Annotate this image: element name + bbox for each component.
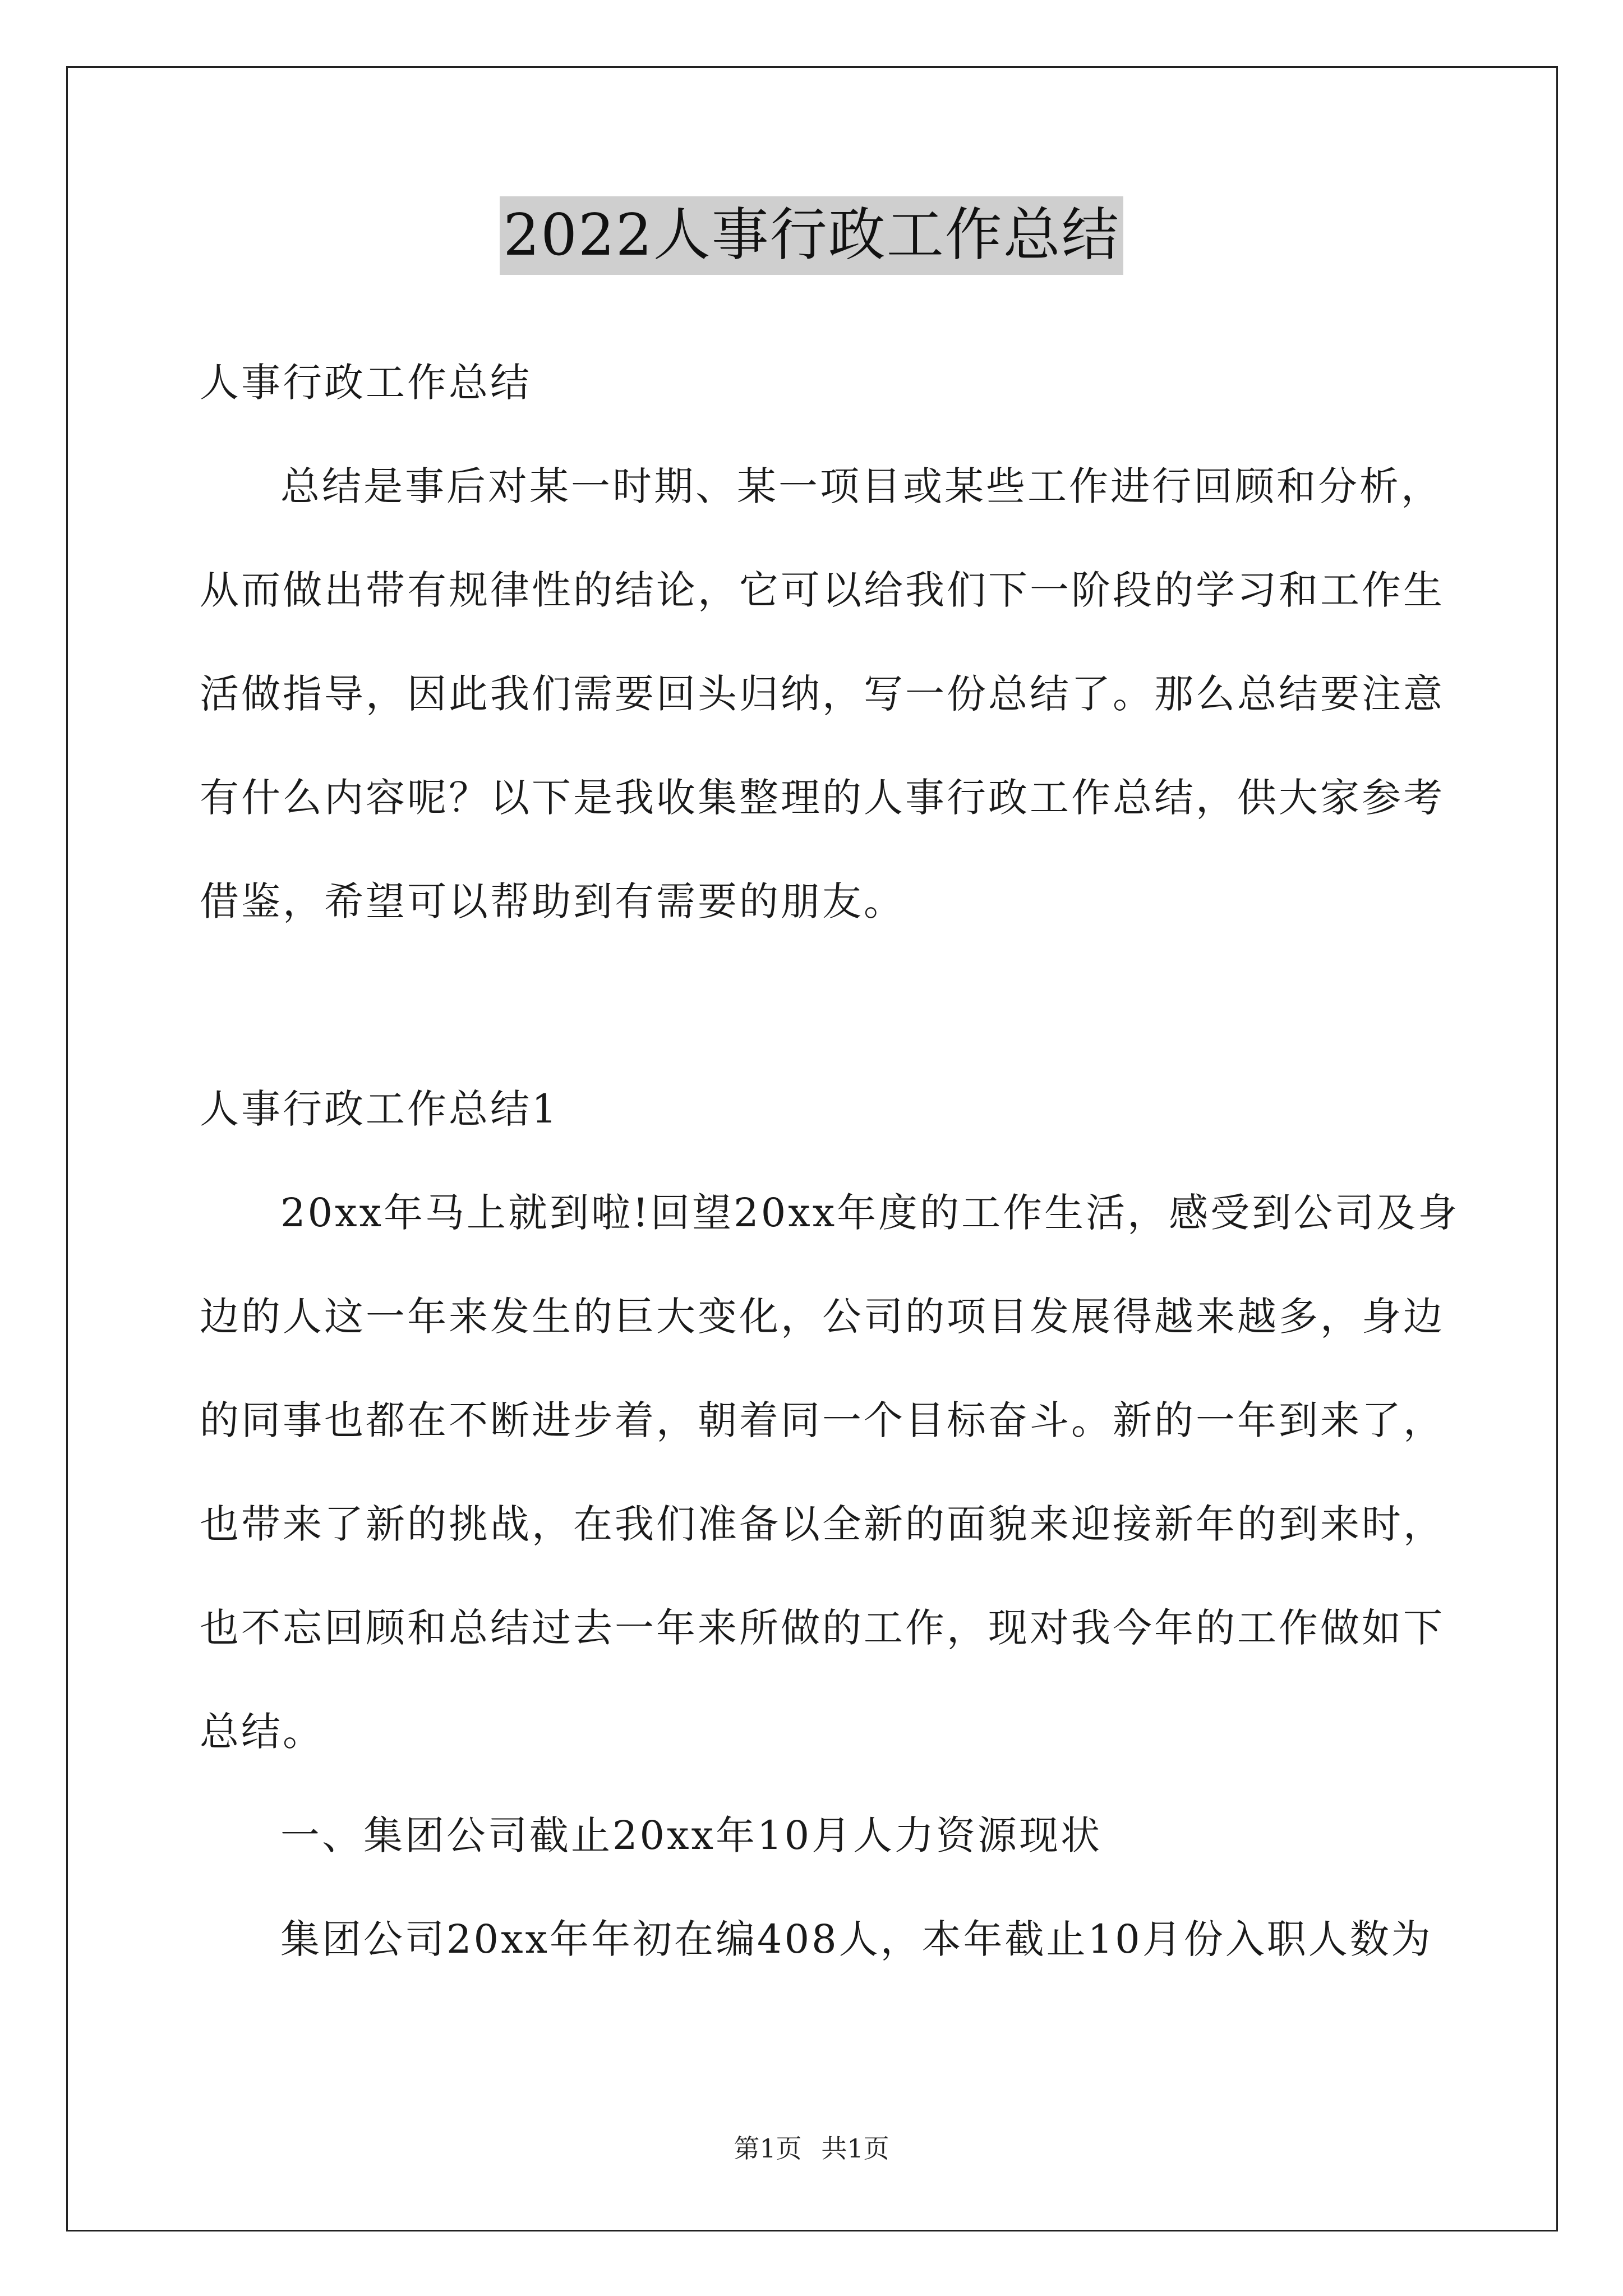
paragraph-line: 借鉴，希望可以帮助到有需要的朋友。 xyxy=(200,878,905,924)
paragraph-line: 边的人这一年来发生的巨大变化，公司的项目发展得越来越多，身边 xyxy=(200,1294,1445,1340)
paragraph-line: 集团公司20xx年年初在编408人，本年截止10月份入职人数为 xyxy=(280,1916,1433,1962)
paragraph-line: 的同事也都在不断进步着，朝着同一个目标奋斗。新的一年到来了， xyxy=(200,1397,1445,1443)
section-heading: 人事行政工作总结1 xyxy=(200,1086,559,1132)
paragraph-line: 总结是事后对某一时期、某一项目或某些工作进行回顾和分析， xyxy=(280,463,1442,509)
document-title: 2022人事行政工作总结 xyxy=(500,196,1123,275)
paragraph-line: 也不忘回顾和总结过去一年来所做的工作，现对我今年的工作做如下 xyxy=(200,1605,1445,1651)
paragraph-line: 20xx年马上就到啦!回望20xx年度的工作生活，感受到公司及身 xyxy=(280,1190,1460,1236)
paragraph-line: 有什么内容呢？以下是我收集整理的人事行政工作总结，供大家参考 xyxy=(200,775,1445,821)
paragraph-line: 活做指导，因此我们需要回头归纳，写一份总结了。那么总结要注意 xyxy=(200,671,1445,717)
page-total: 共1页 xyxy=(821,2133,889,2164)
paragraph-line: 从而做出带有规律性的结论，它可以给我们下一阶段的学习和工作生 xyxy=(200,567,1445,613)
page-number: 第1页 xyxy=(734,2133,802,2164)
title-container xyxy=(0,196,1623,275)
section-heading: 人事行政工作总结 xyxy=(200,360,532,406)
subsection-heading: 一、集团公司截止20xx年10月人力资源现状 xyxy=(280,1812,1103,1858)
paragraph-line: 总结。 xyxy=(200,1709,324,1755)
paragraph-line: 也带来了新的挑战，在我们准备以全新的面貌来迎接新年的到来时， xyxy=(200,1501,1445,1547)
page-footer xyxy=(0,2132,1623,2165)
